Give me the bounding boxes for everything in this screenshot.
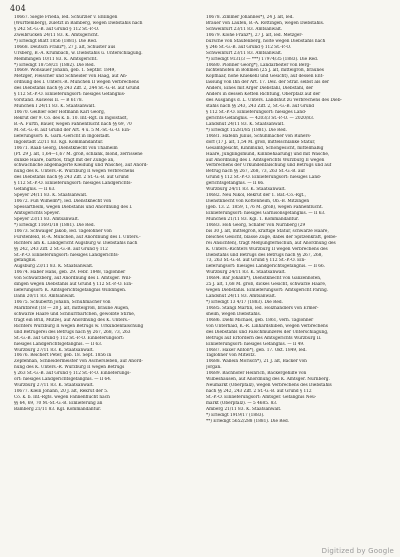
text-line: Einlieferungsort: hiesiges Gefängnis. — II 49. <box>206 341 305 347</box>
entry-row <box>206 223 388 228</box>
entry-row <box>14 116 196 121</box>
text-line: Dahn 20/11 83. Amtsanwalt. <box>14 294 76 300</box>
text-line: 73, 263 St.-G.-B. auf Grund § 112 St.-P.-O. Ein- <box>206 258 306 264</box>
entry-row <box>206 294 388 299</box>
entry-row <box>206 306 388 311</box>
entry-row <box>206 383 388 388</box>
entry-row <box>14 181 196 186</box>
entry-row <box>14 110 196 115</box>
text-line: Brauer von Laufen, B.-A. Rottingen, wegen Diebstahls. <box>206 20 325 26</box>
text-line: 10681. Häfelin Julius, Schuhmacher von Ruhers- <box>206 133 312 139</box>
entry-row <box>206 407 388 412</box>
text-line: Schweinfurt 23/11 83. Amtsanwalt. <box>206 50 283 56</box>
text-line: K. Unters.-Richters Würzburg II wegen Verbrechens des <box>206 246 328 252</box>
entry-row <box>14 187 196 192</box>
text-line: Wilbeshausen, auf Anordnung des K. Amtsger. Nürnberg. <box>206 377 330 383</box>
text-line: Augsburg 23/11 83. K. Staatsanwalt. <box>14 264 94 270</box>
text-line: 10669. Wonsauer Johann, geb. 1. Septbr. 1849, <box>14 68 116 74</box>
text-line: Jörgan. <box>206 365 222 371</box>
entry-row <box>206 63 388 68</box>
text-line: Zweibrücken 24/11 83. K. Amtsgericht. <box>14 32 99 38</box>
text-line: 10667. Siegle Frieda, led. Schürzler v. Eßlingen <box>14 15 118 20</box>
text-line: 10686. Diehl Michael, geb. 1861, verh. Taglöhner <box>206 317 314 323</box>
text-line: ort: hiesiges Landgerichtsgefängnis. — II 64. <box>14 377 112 383</box>
text-line: München I 24/11 83. K. Staatsanwalt. <box>14 104 96 110</box>
text-line: Speyer 23/11 83. Amtsanwalt. <box>14 216 80 222</box>
entry-row <box>14 282 196 287</box>
entry-row <box>14 128 196 133</box>
entry-row <box>206 175 388 180</box>
text-line: (Württemberg), zuletzt in Bamberg, wegen Diebstahls nach <box>14 20 143 26</box>
text-line: Gefängnis. — II 63. <box>14 187 56 193</box>
entry-row <box>206 86 388 91</box>
entry-row <box>14 312 196 317</box>
text-line: des Diebstahls nach §§ 243 Ziff. 2, 244 St.-G.-B. auf Grund <box>14 86 140 92</box>
text-line: ordnung des I. Unters.-R. München II wegen Verbrechens <box>14 80 139 86</box>
text-line: lieferungsort: K. Garn.-Gericht in Ingolstadt. <box>14 133 111 139</box>
text-line: und Betrügerei des Betrugs nach §§ 267, 268, 73, 263 <box>14 329 131 335</box>
text-line: bis 30 J. alt, mittelgroß, kräftige Statur, schwarze Haare, <box>206 228 329 234</box>
text-line: Rekrut der 9. Co. des k. b. 10. Inf.-Rgt. in Ingolstadt, <box>14 115 128 121</box>
entry-row <box>206 300 388 305</box>
text-line: gefängnis. <box>14 258 37 264</box>
text-line: Fürstenfeld, B.-A. München, auf Anordnung des I. Unters.- <box>14 234 141 240</box>
entry-row <box>14 264 196 269</box>
entry-row <box>14 104 196 109</box>
entry-row <box>206 68 388 73</box>
entry-row <box>14 389 196 394</box>
entry-row <box>14 377 196 382</box>
text-line: St.-P.-O. Einlieferungsort: Amtsger. Gefängnis Neu- <box>206 395 317 400</box>
entry-row <box>14 57 196 62</box>
text-line: gerichts-Gefängnis. — 4203/3 St.-P.-O. — 2020/83. <box>206 115 315 121</box>
text-line: schwächliche abgemagerte Kleidung und Wäsche), auf Anord- <box>14 163 148 169</box>
text-line: Spessartheim, wegen Diebstahls und Anordnung des I. <box>14 205 133 210</box>
entry-row <box>14 15 196 20</box>
text-line: Verbrechens der Urkundenfälschung und Betrugs und auf <box>206 163 332 169</box>
entry-row <box>206 92 388 97</box>
text-line: Speyer 24/11 83. K. Staatsanwalt. <box>14 193 88 199</box>
text-line: Haare, Jünglingsmund, Kinnbehaarung) und mit Wäsche, <box>206 151 330 157</box>
text-line: des Diebstahls nach §§ 243 Ziff. 2 St.-G.-B. auf Grund <box>14 175 129 181</box>
entry-row <box>14 336 196 341</box>
entry-row <box>206 98 388 103</box>
entry-row <box>206 282 388 287</box>
text-line: nichtenhofen in Böhmen (25 J. alt, mittelgroß, braunes <box>206 68 324 74</box>
entry-row <box>14 193 196 198</box>
text-line: Richters am K. Landgericht Augsburg w. Diebstahls nach <box>14 240 138 246</box>
text-line: 10688. Wallein Morisch*), 21 J. alt, Bäcker von <box>206 359 307 365</box>
text-line: Memmingen 10/11 83. K. Amtsgericht. <box>14 56 98 62</box>
entry-row <box>206 229 388 234</box>
text-line: Landshut 24/11 83. K. Staatsanwalt. <box>206 121 285 127</box>
text-line: Bamberg 21/11 83. Kgl. Kommandantur. <box>14 406 101 412</box>
text-line: Neumarkt (Oberpfalz), wegen Verbrechens des Diebstahls <box>206 383 332 389</box>
text-line: Diebstahls und Betrugs des Betrugs nach §§ 267, 268, <box>206 252 323 258</box>
entry-row <box>14 68 196 73</box>
right-column <box>206 15 388 545</box>
text-line: dorf (17 J. alt, 1,54 M. groß, mittelschlanke Statur, <box>206 139 316 145</box>
text-line: *) Erledigt 1919/17 (1883). <box>206 412 265 418</box>
entry-row <box>14 205 196 210</box>
entry-row <box>206 276 388 281</box>
text-line: § 112 St.-P.-O. Einlieferungsort: hiesiges Gefängnis- <box>14 92 126 98</box>
text-line: Gesamtgesicht, Kinnmund, Schöngesicht, mittelmäßig <box>206 145 324 151</box>
text-line: 10671. Raab Georg, Dienstknecht von Thalheim <box>14 145 118 151</box>
entry-row <box>14 342 196 347</box>
entry-row <box>206 270 388 275</box>
text-line: Landshut 24/11 83. Amtsanwalt. <box>206 294 277 300</box>
text-line: Würzburg 27/11 83. K. Staatsanwalt. <box>14 347 94 353</box>
text-line: 10680. Plößner Georg*), Landarbeiter von Berg- <box>206 62 311 68</box>
entry-row <box>206 199 388 204</box>
entry-row <box>14 383 196 388</box>
entry-row <box>206 140 388 145</box>
entry-row <box>206 181 388 186</box>
text-line: St.-G.-B. auf Grund § 112 St.-P.-O. Einlieferungsort: <box>14 335 125 341</box>
text-line: §§ 64, 69, 70 M.-St.-G.-B. Einlieferung an <box>14 400 103 406</box>
entry-row <box>14 98 196 103</box>
text-line: lassung von Ihn der Art. 17. Dez. der Straf. selbst als der <box>206 80 330 86</box>
entry-row <box>206 163 388 168</box>
entry-row <box>14 74 196 79</box>
text-line: § 112 St.-P.-O. Einlieferungsort: hiesiges Landgerichts- <box>14 181 132 187</box>
entry-row <box>206 80 388 85</box>
entry-row <box>14 395 196 400</box>
entry-row <box>206 33 388 38</box>
entry-row <box>206 193 388 198</box>
text-line: 10684. Bär Johann*), Dienstknecht von Ganzenhofen, <box>206 276 322 282</box>
text-line: 10674. Haber Hans, geb. 29. Febr. 1848, Taglöhner <box>14 270 126 276</box>
entry-row <box>206 342 388 347</box>
text-line: sheim, wegen Diebstahls. <box>206 311 262 317</box>
entry-row <box>206 312 388 317</box>
text-line: des Diebstahls und Falschmünzerei der Unterschlagung, <box>206 329 329 335</box>
text-line: schwarze Haare und Schnurrbärtchen, gewölbte Stirne, <box>14 311 136 317</box>
text-line: Zepfenhan, Schneidermeister von Aschersleben, auf Anord- <box>14 359 143 365</box>
entry-row <box>206 57 388 62</box>
text-line: Marktbreit (18 — 20 J. alt, mittelgroß, braune Augen, <box>14 305 130 311</box>
text-line: 10683. Hoh Georg, Schäfer von Nürnberg (29 <box>206 222 306 228</box>
text-line: 10689. Bachhofer Heinrich, Bäckergehilfe von <box>206 371 307 377</box>
entry-row <box>206 288 388 293</box>
entry-row <box>206 128 388 133</box>
entry-row <box>14 365 196 370</box>
text-line: Metzger, Fleischer und Schneider von Haag, auf An- <box>14 74 128 80</box>
text-line: M.-St.-G.-B. auf Grund der Art. 4 u. 5 M.-St.-G.-O. Ein- <box>14 127 131 133</box>
entry-row <box>14 348 196 353</box>
entry-row <box>206 104 388 109</box>
entry-row <box>14 300 196 305</box>
text-line: von Unterhaid, K.-R. Linhardshiben, wegen Verbrechens <box>206 323 328 329</box>
text-line: auf Anordnung des I. Amtsgerichts Würzburg II wegen <box>206 157 325 163</box>
text-line: 10678. Zimmer Johannes*), 24 J. alt, led. <box>206 15 294 20</box>
entry-row <box>14 175 196 180</box>
text-line: lieferungsort: hiesiges Landgerichtsgefängnis. — II 66. <box>206 264 326 270</box>
text-line: bleiches Gesicht, blasse Züge, dabei der Spitzenkraft, gelbe- <box>206 234 337 240</box>
text-line: trägt ein Brill, Mütze), auf Anordnung des K. Unters.- <box>14 317 130 323</box>
text-line: von Schwarzberg, auf Anordnung des I. Amtsger. Will- <box>14 276 132 282</box>
entry-row <box>206 419 388 424</box>
text-line: bursche von Staufenberg, holte wegen Diebstahls nach <box>206 38 326 44</box>
text-line: Betrug nach §§ 267, 268, 73, 263 St.-G.-B. auf <box>206 169 305 175</box>
left-column <box>14 15 196 545</box>
text-line: 10679. Klohe Franz*), 27 J. alt, led. Metzger- <box>206 32 303 38</box>
entry-row <box>14 146 196 151</box>
entry-row <box>206 51 388 56</box>
entry-row <box>14 21 196 26</box>
entry-row <box>14 169 196 174</box>
text-line: des Ausgangs d. L. Unters. Landshut zu Verbrechens des Dieb- <box>206 98 342 104</box>
entry-row <box>206 247 388 252</box>
entry-row <box>14 80 196 85</box>
text-columns <box>14 15 388 545</box>
text-line: § 246 St.-G.-B. auf Grund § 112 St.-P.-O. <box>206 44 292 50</box>
entry-row <box>14 229 196 234</box>
text-line: Taglöhner von Mitwitz. <box>206 353 256 359</box>
entry-row <box>206 359 388 364</box>
text-line: Ingolstadt 22/11 83. Kgl. Kommandantur. <box>14 139 104 145</box>
entry-row <box>14 235 196 240</box>
text-line: § 112 St.-P.-O. Einlieferungsort: hiesiges Land- <box>206 110 307 115</box>
text-line: 10668. Deutsch Franz*), 27 J. alt, Schuster aus <box>14 44 116 50</box>
text-line: dunkle Haare, bartlos, trägt mit der Zunge an, <box>14 157 115 163</box>
text-line: *) Erledigt 18759/21 (1882). Die Red. <box>14 62 95 68</box>
text-line: dingen wegen Diebstahls auf Grund § 112 St.-P.-O. Ein- <box>14 282 133 288</box>
entry-row <box>206 169 388 174</box>
entry-row <box>206 318 388 323</box>
text-line: Ursberg, B.-A. Krumbach, w. Diebstahls u. Unterschlagung. <box>14 50 143 56</box>
entry-row <box>14 39 196 44</box>
entry-row <box>206 377 388 382</box>
text-line: hiesiges Landgerichtsgefängnis. — II 63. <box>14 341 103 347</box>
text-line: *) Erledigt 11691/18 (1881). Die Red. <box>14 222 95 228</box>
watermark-text: Digitized by Google <box>321 547 394 555</box>
entry-row <box>14 288 196 293</box>
text-line: Richters Würzburg II wegen Betrugs w. Urkundenfälschung <box>14 323 144 329</box>
entry-row <box>14 318 196 323</box>
entry-row <box>14 353 196 358</box>
text-line: 10682. Neu Nikol, Rekrut der 1. Bat.-Co.-Rgt., <box>206 193 306 199</box>
entry-row <box>206 205 388 210</box>
entry-row <box>206 241 388 246</box>
entry-row <box>14 407 196 412</box>
text-line: lieferungsort: K. Amtsgerichtsgefängnis Willdingen. <box>14 288 127 294</box>
text-line: *) Erledigt 13 4/17 (1883). Die Red. <box>206 300 283 305</box>
entry-row <box>206 235 388 240</box>
text-line: Einlieferungsort: hiesiges Garnisonsgefängnis. — II 63. <box>206 210 326 216</box>
entry-row <box>206 365 388 370</box>
entry-row <box>14 158 196 163</box>
entry-row <box>206 389 388 394</box>
text-line: 10687. Haxer Anton*), geb. 17. Okt. 1849, led. <box>206 347 307 353</box>
entry-row <box>14 270 196 275</box>
entry-row <box>14 140 196 145</box>
entry-row <box>14 223 196 228</box>
entry-row <box>14 86 196 91</box>
entry-row <box>14 276 196 281</box>
text-line: §§ 242, 243 Ziff. 2 St.-G.-B. auf Grund § 112 <box>14 246 108 252</box>
entry-row <box>14 371 196 376</box>
text-line: 10675. Schuberth Johann, Schuhmacher von <box>14 300 111 305</box>
entry-row <box>14 51 196 56</box>
text-line: Betrugs auf Erfordern des Amtsgerichts Würzburg II. <box>206 335 322 341</box>
text-line: München 21/11 83. Kgl. 1. Kommandantur. <box>206 216 299 222</box>
text-line: Grund § 112 St.-P.-O. Einlieferungsort: hiesiges Land- <box>206 175 322 181</box>
entry-row <box>206 134 388 139</box>
entry-row <box>206 330 388 335</box>
text-line: stahls nach §§ 243, 243 Ziff. 2, St.-G.-B. auf Grund <box>206 104 315 110</box>
entry-row <box>206 395 388 400</box>
entry-row <box>206 336 388 341</box>
entry-row <box>14 199 196 204</box>
entry-row <box>206 211 388 216</box>
text-line: B.-A. Fürth, Bauer, wegen Fahnenflucht nach §§ 69, 70 <box>14 121 132 127</box>
entry-row <box>14 27 196 32</box>
entry-row <box>206 152 388 157</box>
entry-row <box>206 21 388 26</box>
text-line: 10673. Schwaiger Jakob, led. Tagelöhner von <box>14 228 112 234</box>
text-line: *) Erledigt Blatt 1856 (1881). Die Red. <box>14 38 98 44</box>
entry-row <box>14 247 196 252</box>
text-line: § 242 St.-G.-B. auf Grund § 112 St.-P.-O. <box>14 26 100 32</box>
entry-row <box>206 74 388 79</box>
entry-row <box>206 413 388 418</box>
text-line: 10685. Stangl Martin, led. Holzhändlers von Ermer- <box>206 305 319 311</box>
entry-row <box>206 27 388 32</box>
text-line: vorstand. Ausweis II. — B 6178. <box>14 98 83 104</box>
text-line: § 263 St.-G.-B. auf Grund § 112 St.-P.-O. Einlieferungs- <box>14 371 131 377</box>
text-line: Würzburg 24/11 83. K. Staatsanwalt. <box>206 187 286 193</box>
text-line: 10677. Klein Johann, 20 J. alt, Rekrut der 5. <box>14 389 109 395</box>
entry-row <box>206 122 388 127</box>
entry-row <box>14 45 196 50</box>
entry-row <box>206 324 388 329</box>
entry-row <box>14 324 196 329</box>
text-line: St.-P.-O. Einlieferungsort: hiesiges Landgerichts- <box>14 252 119 258</box>
entry-row <box>206 353 388 358</box>
entry-row <box>206 45 388 50</box>
text-line: **) Erledigt 5652/288 (1881). Die Red. <box>206 418 290 424</box>
entry-row <box>206 258 388 263</box>
text-line: Kopfhaar, hohe Kniekehl und Gesicht), auf dessen Ent- <box>206 74 324 80</box>
entry-row <box>206 371 388 376</box>
entry-row <box>206 401 388 406</box>
text-line: *) Erledigt 9131/3 — ***) 17974/35 (1883). Die Red. <box>206 56 319 62</box>
entry-row <box>14 359 196 364</box>
entry-row <box>206 264 388 269</box>
entry-row <box>14 211 196 216</box>
text-line: Würzburg 27/11 83. K. Staatsanwalt. <box>14 383 94 389</box>
text-line: 25 J. alt, 1,68 M. groß, dickes Gesicht, schwarze Haare, <box>206 282 327 288</box>
text-line: Schweinfurt 23/11 83. Amtsanwalt. <box>206 26 283 32</box>
text-line: nung des K. Unters.-R. Würzburg II wegen Betrugs <box>14 365 125 371</box>
entry-row <box>14 217 196 222</box>
entry-row <box>14 33 196 38</box>
text-line: markt (Oberpfalz). — 5 4685. 83. <box>206 400 278 406</box>
entry-row <box>14 258 196 263</box>
text-line: Würzburg 24/11 83. K. Staatsanwalt. <box>206 270 286 276</box>
text-line: *) Erledigt 15281/85 (1881). Die Red. <box>206 127 287 133</box>
text-line: Anders in dessen Ketten Richtung, Oberpfalz auf der <box>206 92 321 98</box>
entry-row <box>206 348 388 353</box>
entry-row <box>206 158 388 163</box>
text-line: Co. k. b. Inf.-Rgts. wegen Fahnenflucht nach <box>14 395 110 400</box>
entry-row <box>14 241 196 246</box>
text-line: Anders, Eines mit Ärger Diebstahl, Diebstahl, der <box>206 86 314 92</box>
text-line: gerichtsgefängnis. — II 66. <box>206 181 265 187</box>
entry-row <box>14 163 196 168</box>
entry-row <box>14 63 196 68</box>
text-line: rei Ansichten), trägt Meßjungfernschuh, auf Anordnung des <box>206 240 336 246</box>
text-line: Amberg 21/11 83. K. Staatsanwalt. <box>206 406 282 412</box>
text-line: Dienstknecht von Kottenheim, Ob.-B. Mitzingen <box>206 199 310 205</box>
page-number: 404 <box>10 4 26 13</box>
entry-row <box>206 116 388 121</box>
text-line: (geb. 13. 2. 1859, 1,76 M. groß), wegen Fahnenflucht. <box>206 205 323 210</box>
entry-row <box>206 39 388 44</box>
entry-row <box>14 306 196 311</box>
entry-row <box>14 294 196 299</box>
entry-row <box>14 152 196 157</box>
text-line: nung des K. Unters.-R. Würzburg II wegen Verbrechens <box>14 169 135 175</box>
entry-row <box>14 330 196 335</box>
text-line: nach §§ 242, 243 Ziff. 2 St.-G.-B. auf Grund § 112 <box>206 389 312 395</box>
entry-row <box>14 92 196 97</box>
text-line: Amtsgerichts Speyer. <box>14 210 60 216</box>
entry-row <box>206 110 388 115</box>
entry-row <box>14 253 196 258</box>
entry-row <box>14 401 196 406</box>
text-line: 10670. Geißler oder Hofmann Karl Georg, <box>14 110 106 115</box>
text-line: (Pf. 29 J. alt, 1,64—1,67 M. groß, schlank, blond, zerrissene <box>14 151 143 157</box>
entry-row <box>206 146 388 151</box>
entry-row <box>14 134 196 139</box>
entry-row <box>206 217 388 222</box>
entry-row <box>206 15 388 20</box>
text-line: 10676. Reichert Peter, geb. 18. Sept. 1856 in <box>14 353 112 359</box>
entry-row <box>14 122 196 127</box>
entry-row <box>206 187 388 192</box>
entry-row <box>206 253 388 258</box>
text-line: wegen Diebstahls. Einlieferungsort: Amtsgericht Paring. <box>206 288 329 294</box>
text-line: 10672. Fuß Wilhelm*), led. Dienstknecht von <box>14 199 112 205</box>
